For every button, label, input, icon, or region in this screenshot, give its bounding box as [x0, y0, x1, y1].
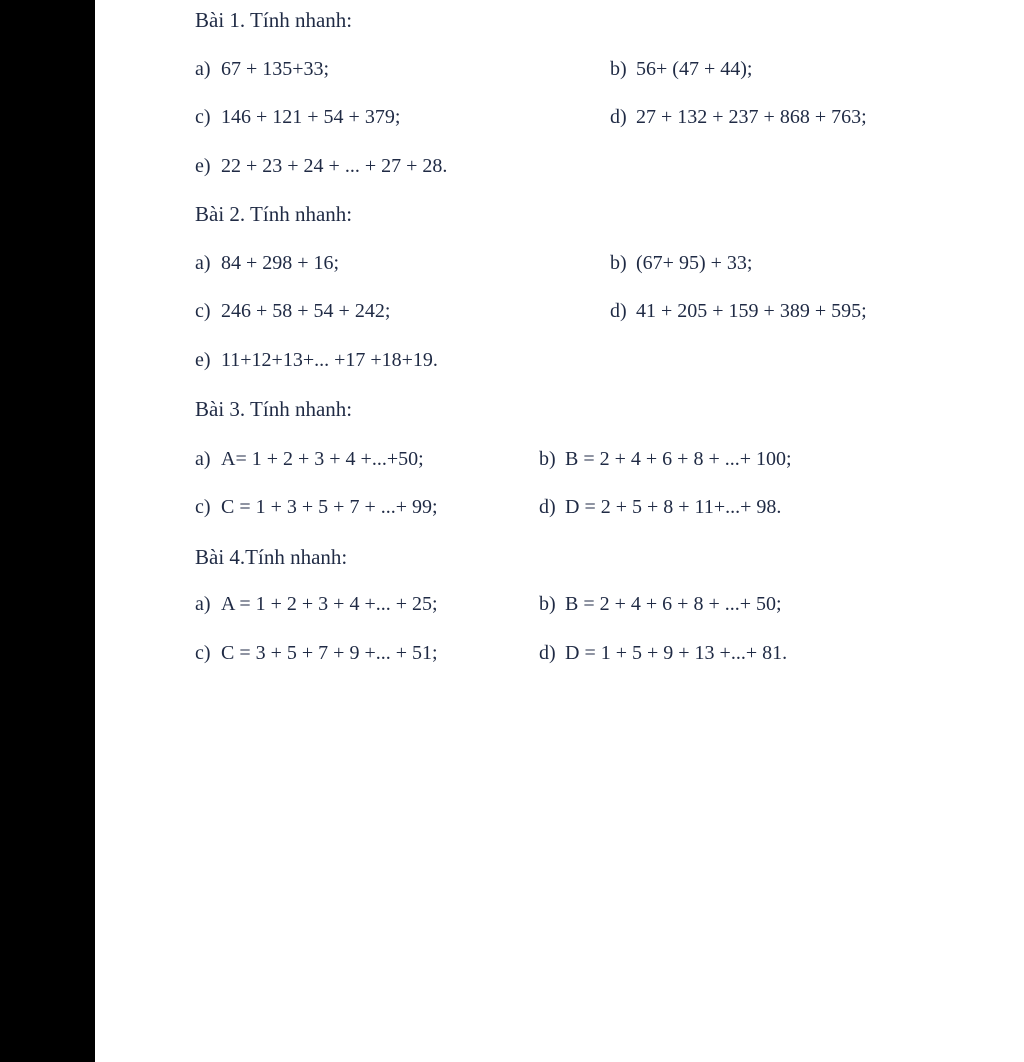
- exercise-1-item-d: [610, 106, 867, 129]
- exercise-3-item-b: [539, 448, 792, 471]
- exercise-4-item-b: [539, 593, 782, 616]
- item-expression: C = 1 + 3 + 5 + 7 + ...+ 99;: [221, 496, 438, 518]
- item-expression: 67 + 135+33;: [221, 58, 330, 80]
- exercise-1-title: Bài 1. Tính nhanh:: [195, 8, 353, 32]
- exercise-2-item-a: [195, 252, 339, 275]
- exercise-2-item-c: [195, 300, 390, 323]
- exercise-3-title: Bài 3. Tính nhanh:: [195, 397, 353, 421]
- exercise-1-item-a: [195, 58, 329, 81]
- item-label: d): [610, 300, 627, 322]
- item-expression: B = 2 + 4 + 6 + 8 + ...+ 100;: [565, 448, 792, 470]
- item-label: d): [610, 106, 627, 128]
- item-label: a): [195, 593, 211, 615]
- item-expression: 56+ (47 + 44);: [636, 58, 753, 80]
- exercise-2-title: Bài 2. Tính nhanh:: [195, 202, 353, 226]
- item-label: c): [195, 642, 211, 664]
- exercise-3-item-a: [195, 448, 424, 471]
- item-label: c): [195, 300, 211, 322]
- exercise-4-item-a: [195, 593, 438, 616]
- exercise-4-item-c: [195, 642, 438, 665]
- exercise-1-item-c: [195, 106, 400, 129]
- item-label: b): [539, 593, 556, 615]
- item-expression: (67+ 95) + 33;: [636, 252, 753, 274]
- exercise-2-item-d: [610, 300, 867, 323]
- item-expression: D = 1 + 5 + 9 + 13 +...+ 81.: [565, 642, 788, 664]
- item-expression: 146 + 121 + 54 + 379;: [221, 106, 401, 128]
- document-page: [95, 0, 1024, 1062]
- item-label: d): [539, 496, 556, 518]
- item-label: e): [195, 155, 211, 177]
- item-expression: 84 + 298 + 16;: [221, 252, 340, 274]
- item-expression: A = 1 + 2 + 3 + 4 +... + 25;: [221, 593, 438, 615]
- item-label: a): [195, 252, 211, 274]
- item-expression: 41 + 205 + 159 + 389 + 595;: [636, 300, 867, 322]
- exercise-3-item-d: [539, 496, 781, 519]
- item-label: a): [195, 448, 211, 470]
- exercise-2-item-e: [195, 349, 438, 372]
- item-label: b): [610, 58, 627, 80]
- item-label: b): [610, 252, 627, 274]
- item-expression: 246 + 58 + 54 + 242;: [221, 300, 391, 322]
- item-expression: D = 2 + 5 + 8 + 11+...+ 98.: [565, 496, 782, 518]
- item-label: c): [195, 106, 211, 128]
- exercise-1-item-e: [195, 155, 447, 178]
- item-label: d): [539, 642, 556, 664]
- item-expression: B = 2 + 4 + 6 + 8 + ...+ 50;: [565, 593, 782, 615]
- exercise-1-item-b: [610, 58, 752, 81]
- item-expression: 22 + 23 + 24 + ... + 27 + 28.: [221, 155, 448, 177]
- item-label: c): [195, 496, 211, 518]
- exercise-2-item-b: [610, 252, 752, 275]
- item-expression: 11+12+13+... +17 +18+19.: [221, 349, 438, 371]
- item-expression: 27 + 132 + 237 + 868 + 763;: [636, 106, 867, 128]
- item-expression: A= 1 + 2 + 3 + 4 +...+50;: [221, 448, 424, 470]
- item-label: e): [195, 349, 211, 371]
- exercise-3-item-c: [195, 496, 438, 519]
- exercise-4-title: Bài 4.Tính nhanh:: [195, 545, 348, 569]
- item-label: a): [195, 58, 211, 80]
- item-expression: C = 3 + 5 + 7 + 9 +... + 51;: [221, 642, 438, 664]
- exercise-4-item-d: [539, 642, 787, 665]
- item-label: b): [539, 448, 556, 470]
